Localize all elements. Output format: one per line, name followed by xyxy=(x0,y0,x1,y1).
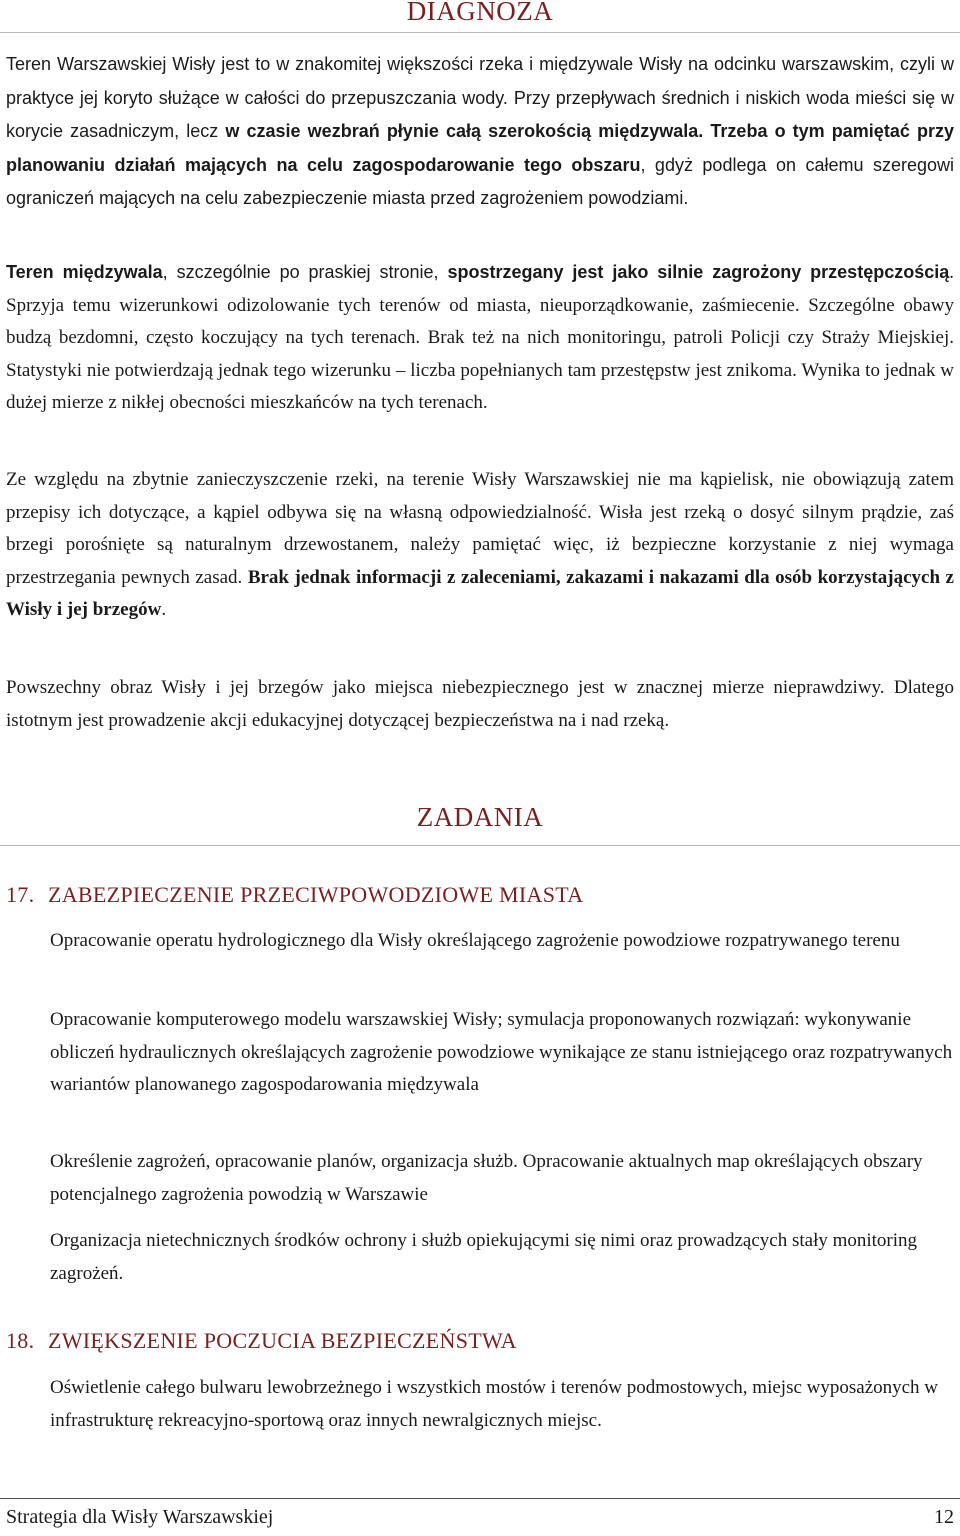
zadania-heading: ZADANIA xyxy=(416,802,544,832)
task-18-item-1: Oświetlenie całego bulwaru lewobrzeżnego i wszystkich mostów i terenów podmostowych, miejsc wyposażonych w infrastrukturę rekreacyjno-sportową oraz innych newralgicznych miejsc. xyxy=(50,1377,939,1431)
paragraph-flood-area xyxy=(6,48,954,216)
p2-bold-2: spostrzegany jest jako silnie zagrożony przestępczością xyxy=(447,262,950,282)
diagnoza-rule xyxy=(0,32,960,33)
footer-rule xyxy=(0,1498,960,1499)
section-17-title: ZABEZPIECZENIE PRZECIWPOWODZIOWE MIASTA xyxy=(48,882,584,907)
task-17-item-3: Określenie zagrożeń, opracowanie planów, organizacja służb. Opracowanie aktualnych map określających obszary potencjalnego zagrożenia powodzią w Warszawie xyxy=(50,1151,923,1205)
page-number: 12 xyxy=(934,1506,954,1528)
p1-bold-2: Trzeba o tym pamiętać przy planowaniu działań mających na celu zagospodarowanie tego obszaru xyxy=(6,121,954,175)
footer-title: Strategia dla Wisły Warszawskiej xyxy=(6,1506,274,1528)
paragraph-bathing xyxy=(6,464,954,627)
task-17-item-1: Opracowanie operatu hydrologicznego dla Wisły określającego zagrożenie powodziowe rozpatrywanego terenu xyxy=(50,930,900,951)
zadania-rule xyxy=(0,845,960,846)
task-17-item-2: Opracowanie komputerowego modelu warszawskiej Wisły; symulacja proponowanych rozwiązań: wykonywanie obliczeń hydraulicznych określających zagrożenie powodziowe wynikające ze stanu istniejącego oraz rozpatrywanych wariantów planowanego zagospodarowania międzywala xyxy=(50,1009,953,1096)
p1-sentence-3: , gdyż podlega on całemu szeregowi ograniczeń mających na celu zabezpieczenie miasta przed zagrożeniem powodziami. xyxy=(6,154,954,209)
p1-sentence-1: Teren Warszawskiej Wisły jest to w znakomitej większości rzeka i międzywale Wisły na odcinku warszawskim, czyli w praktyce jej koryto służące w całości do przepuszczania wody. xyxy=(6,54,954,108)
paragraph-crime-perception xyxy=(6,256,954,420)
p3-text-1: Ze względu na zbytnie zanieczyszczenie rzeki, na terenie Wisły Warszawskiej nie ma kąpielisk, nie obowiązują zatem przepisy ich dotyczące, a kąpiel odbywa się na własną odpowiedzialność. Wisła jest rzeką o dosyć silnym prądzie, zaś brzegi porośnięte są naturalnym drzewostanem, należy pamiętać więc, iż bezpieczne korzystanie z niej wymaga przestrzegania pewnych zasad. xyxy=(6,469,954,588)
section-18-heading xyxy=(6,1328,954,1354)
section-17-number: 17. xyxy=(6,882,35,907)
task-17-item-4: Organizacja nietechnicznych środków ochrony i służb opiekującymi się nimi oraz prowadzących stały monitoring zagrożeń. xyxy=(50,1230,918,1284)
p2-text-1: , szczególnie po praskiej stronie, xyxy=(162,262,448,282)
p3-text-2: . xyxy=(161,599,167,621)
p2-bold-1: Teren międzywala xyxy=(6,262,163,282)
p1-bold-1: w czasie wezbrań płynie całą szerokością międzywala. xyxy=(225,121,704,142)
p1-sentence-2: Przy przepływach średnich i niskich woda mieści się w korycie zasadniczym, lecz xyxy=(6,87,955,142)
diagnoza-heading: DIAGNOZA xyxy=(406,0,554,26)
section-18-title: ZWIĘKSZENIE POCZUCIA BEZPIECZEŃSTWA xyxy=(48,1328,517,1353)
p2-text-2: . Sprzyja temu wizerunkowi odizolowanie tych terenów od miasta, nieuporządkowanie, zaśmiecenie. Szczególne obawy budzą bezdomni, często koczujący na tych terenach. Brak też na nich monitoringu, patroli Policji czy Straży Miejskiej. Statystyki nie potwierdzają jednak tego wizerunku – liczba popełnianych tam przestępstw jest znikoma. Wynika to jednak w dużej mierze z nikłej obecności mieszkańców na tych terenach. xyxy=(6,262,954,414)
p3-bold-1: Brak jednak informacji z zaleceniami, zakazami i nakazami dla osób korzystających z Wisły i jej brzegów xyxy=(6,566,954,621)
section-17-heading xyxy=(6,882,954,908)
paragraph-public-image: Powszechny obraz Wisły i jej brzegów jako miejsca niebezpiecznego jest w znacznej mierze nieprawdziwy. Dlatego istotnym jest prowadzenie akcji edukacyjnej dotyczącej bezpieczeństwa na i nad rzeką. xyxy=(6,677,954,731)
section-18-number: 18. xyxy=(6,1328,35,1353)
